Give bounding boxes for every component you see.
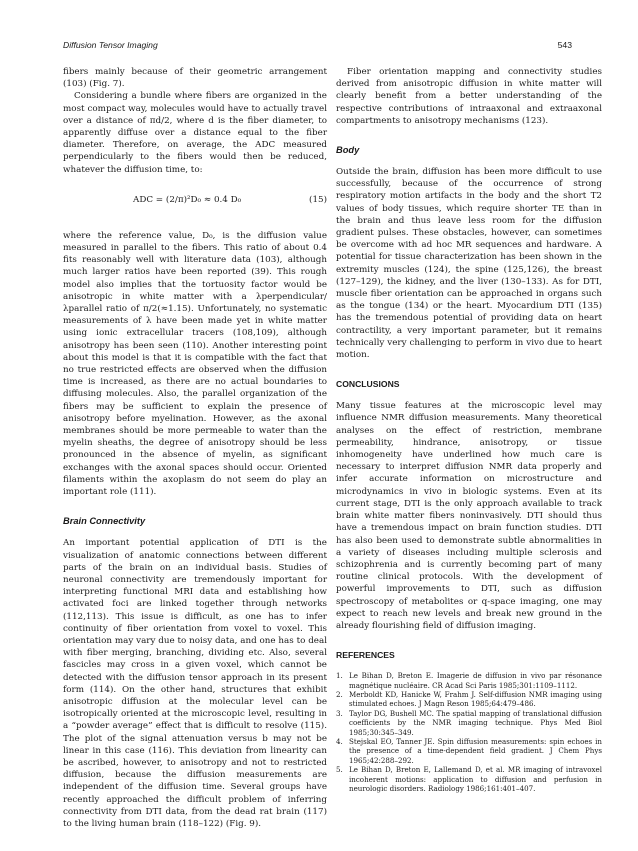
paragraph: Fiber orientation mapping and connectivity studies derived from anisotropic diffusion in white matter will clearly benefit from a better understanding of the respective contributions of intraaxonal and extraaxonal compartments to anisotropy mechanisms (123). [336, 67, 602, 126]
reference-item: 3. Taylor DG, Bushell MC. The spatial mapping of translational diffusion coefficients by the NMR imaging technique. Phys Med Biol 1985;30:345–349. [336, 708, 602, 737]
section-heading-body: Body [336, 145, 360, 156]
paragraph: An important potential application of DTI is the visualization of anatomic connections between different parts of the brain on an individual basis. Studies of neuronal connectivity are tremendously important for interpreting functional MRI data and establishing how activated foci are linked together through networks (112,113). This issue is difficult, as one has to infer continuity of fiber orientation from voxel to voxel. This orientation may vary due to noisy data, and one has to deal with fiber merging, branching, dividing etc. Also, several fascicles may cross in a given voxel, which cannot be detected with the diffusion tensor approach in its present form (114). On the other hand, structures that exhibit anisotropic diffusion at the molecular level can be isotropically oriented at the microscopic level, resulting in a “powder average” effect that is difficult to resolve (115). The plot of the signal attenuation versus b may not be linear in this case (116). This deviation from linearity can be ascribed, however, to anisotropy and not to restricted diffusion, because the diffusion measurements are independent of the diffusion time. Several groups have recently approached the difficult problem of inferring connectivity from DTI data, from the dead rat brain (117) to the living human brain (118–122) (Fig. 9). [63, 538, 327, 829]
paragraph: Outside the brain, diffusion has been more difficult to use successfully, because of the occurrence of strong respiratory motion artifacts in the body and the short T2 values of body tissues, which require shorter TE than in the brain and thus leave less room for the diffusion gradient pulses. These obstacles, however, can sometimes be overcome with ad hoc MR sequences and hardware. A potential for tissue characterization has been shown in the extremity muscles (124), the spine (125,126), the breast (127–129), the kidney, and the liver (130–133). As for DTI, muscle fiber orientation can be approached in organs such as the tongue (134) or the heart. Myocardium DTI (135) has the tremendous potential of providing data on heart contractility, a very important parameter, but it remains technically very challenging to perform in vivo due to heart motion. [336, 167, 602, 361]
left-column [63, 66, 327, 830]
paragraph: Many tissue features at the microscopic level may influence NMR diffusion measurements. Many theoretical analyses on the effect of restriction, membrane permeability, hindrance, anisotropy, or tissue inhomogeneity have underlined how much care is necessary to interpret diffusion NMR data properly and infer accurate information on microstructure and microdynamics in vivo in biologic systems. Even at its current stage, DTI is the only approach available to track brain white matter fibers noninvasively. DTI should thus have a tremendous impact on brain function studies. DTI has also been used to demonstrate subtle abnormalities in a variety of diseases including multiple sclerosis and schizophrenia and is currently becoming part of many routine clinical protocols. With the development of powerful improvements to DTI, such as diffusion spectroscopy of metabolites or q-space imaging, one may expect to reach new levels and break new ground in the already flourishing field of diffusion imaging. [336, 401, 602, 631]
paragraph: where the reference value, D₀, is the diffusion value measured in parallel to the fibers. This ratio of about 0.4 fits reasonably well with literature data (103), although much larger ratios have been reported (39). This rough model also implies that the tortuosity factor would be anisotropic in white matter with a λperpendicular/λparallel ratio of π/2(≈1.15). Unfortunately, no systematic measurements of λ have been made yet in white matter using ionic extracellular tracers (108,109), although anisotropy has been seen (110). Another interesting point about this model is that it is compatible with the fact that no true restricted effects are observed when the diffusion time is increased, as there are no actual boundaries to diffusing molecules. Also, the parallel organization of the fibers may be sufficient to explain the presence of anisotropy before myelination. However, as the axonal membranes should be more permeable to water than the myelin sheaths, the degree of anisotropy should be less pronounced in the absence of myelin, as significant exchanges with the axonal spaces should occur. Oriented filaments within the axoplasm do not seem do play an important role (111). [63, 230, 327, 498]
paragraph: fibers mainly because of their geometric arrangement (103) (Fig. 7). [63, 67, 327, 90]
section-heading-references: REFERENCES [336, 650, 395, 661]
equation-number: (15) [309, 194, 327, 205]
section-heading-conclusions: CONCLUSIONS [336, 379, 400, 390]
right-column [336, 66, 602, 793]
section-heading-brain-connectivity: Brain Connectivity [63, 516, 146, 527]
reference-item: 5. Le Bihan D, Breton E, Lallemand D, et al. MR imaging of intravoxel incoherent motions: application to diffusion and perfusion in neurologic disorders. Radiology 1986;161:401–407. [336, 765, 602, 793]
reference-list [336, 671, 602, 793]
equation-body: ADC = (2/π)²D₀ ≈ 0.4 D₀ [133, 194, 242, 205]
journal-title: Diffusion Tensor Imaging [63, 40, 158, 50]
reference-item: 1. Le Bihan D, Breton E. Imagerie de diffusion in vivo par résonance magnétique nucléaire. CR Acad Sci Paris 1985;301:1109–1112. [336, 671, 602, 690]
equation-15 [63, 194, 327, 208]
running-header [63, 40, 572, 54]
reference-item: 4. Stejskal EO, Tanner JE. Spin diffusion measurements: spin echoes in the presence of a time-dependent field gradient. J Chem Phys 1965;42:288–292. [336, 736, 602, 765]
page-number: 543 [557, 40, 572, 50]
reference-item: 2. Merboldt KD, Hanicke W, Frahm J. Self-diffusion NMR imaging using stimulated echoes. J Magn Reson 1985;64:479–486. [336, 689, 602, 709]
paragraph: Considering a bundle where fibers are organized in the most compact way, molecules would have to actually travel over a distance of πd/2, where d is the fiber diameter, to apparently diffuse over a distance equal to the fiber diameter. Therefore, on average, the ADC measured perpendicularly to the fibers would then be reduced, whatever the diffusion time, to: [63, 91, 327, 175]
